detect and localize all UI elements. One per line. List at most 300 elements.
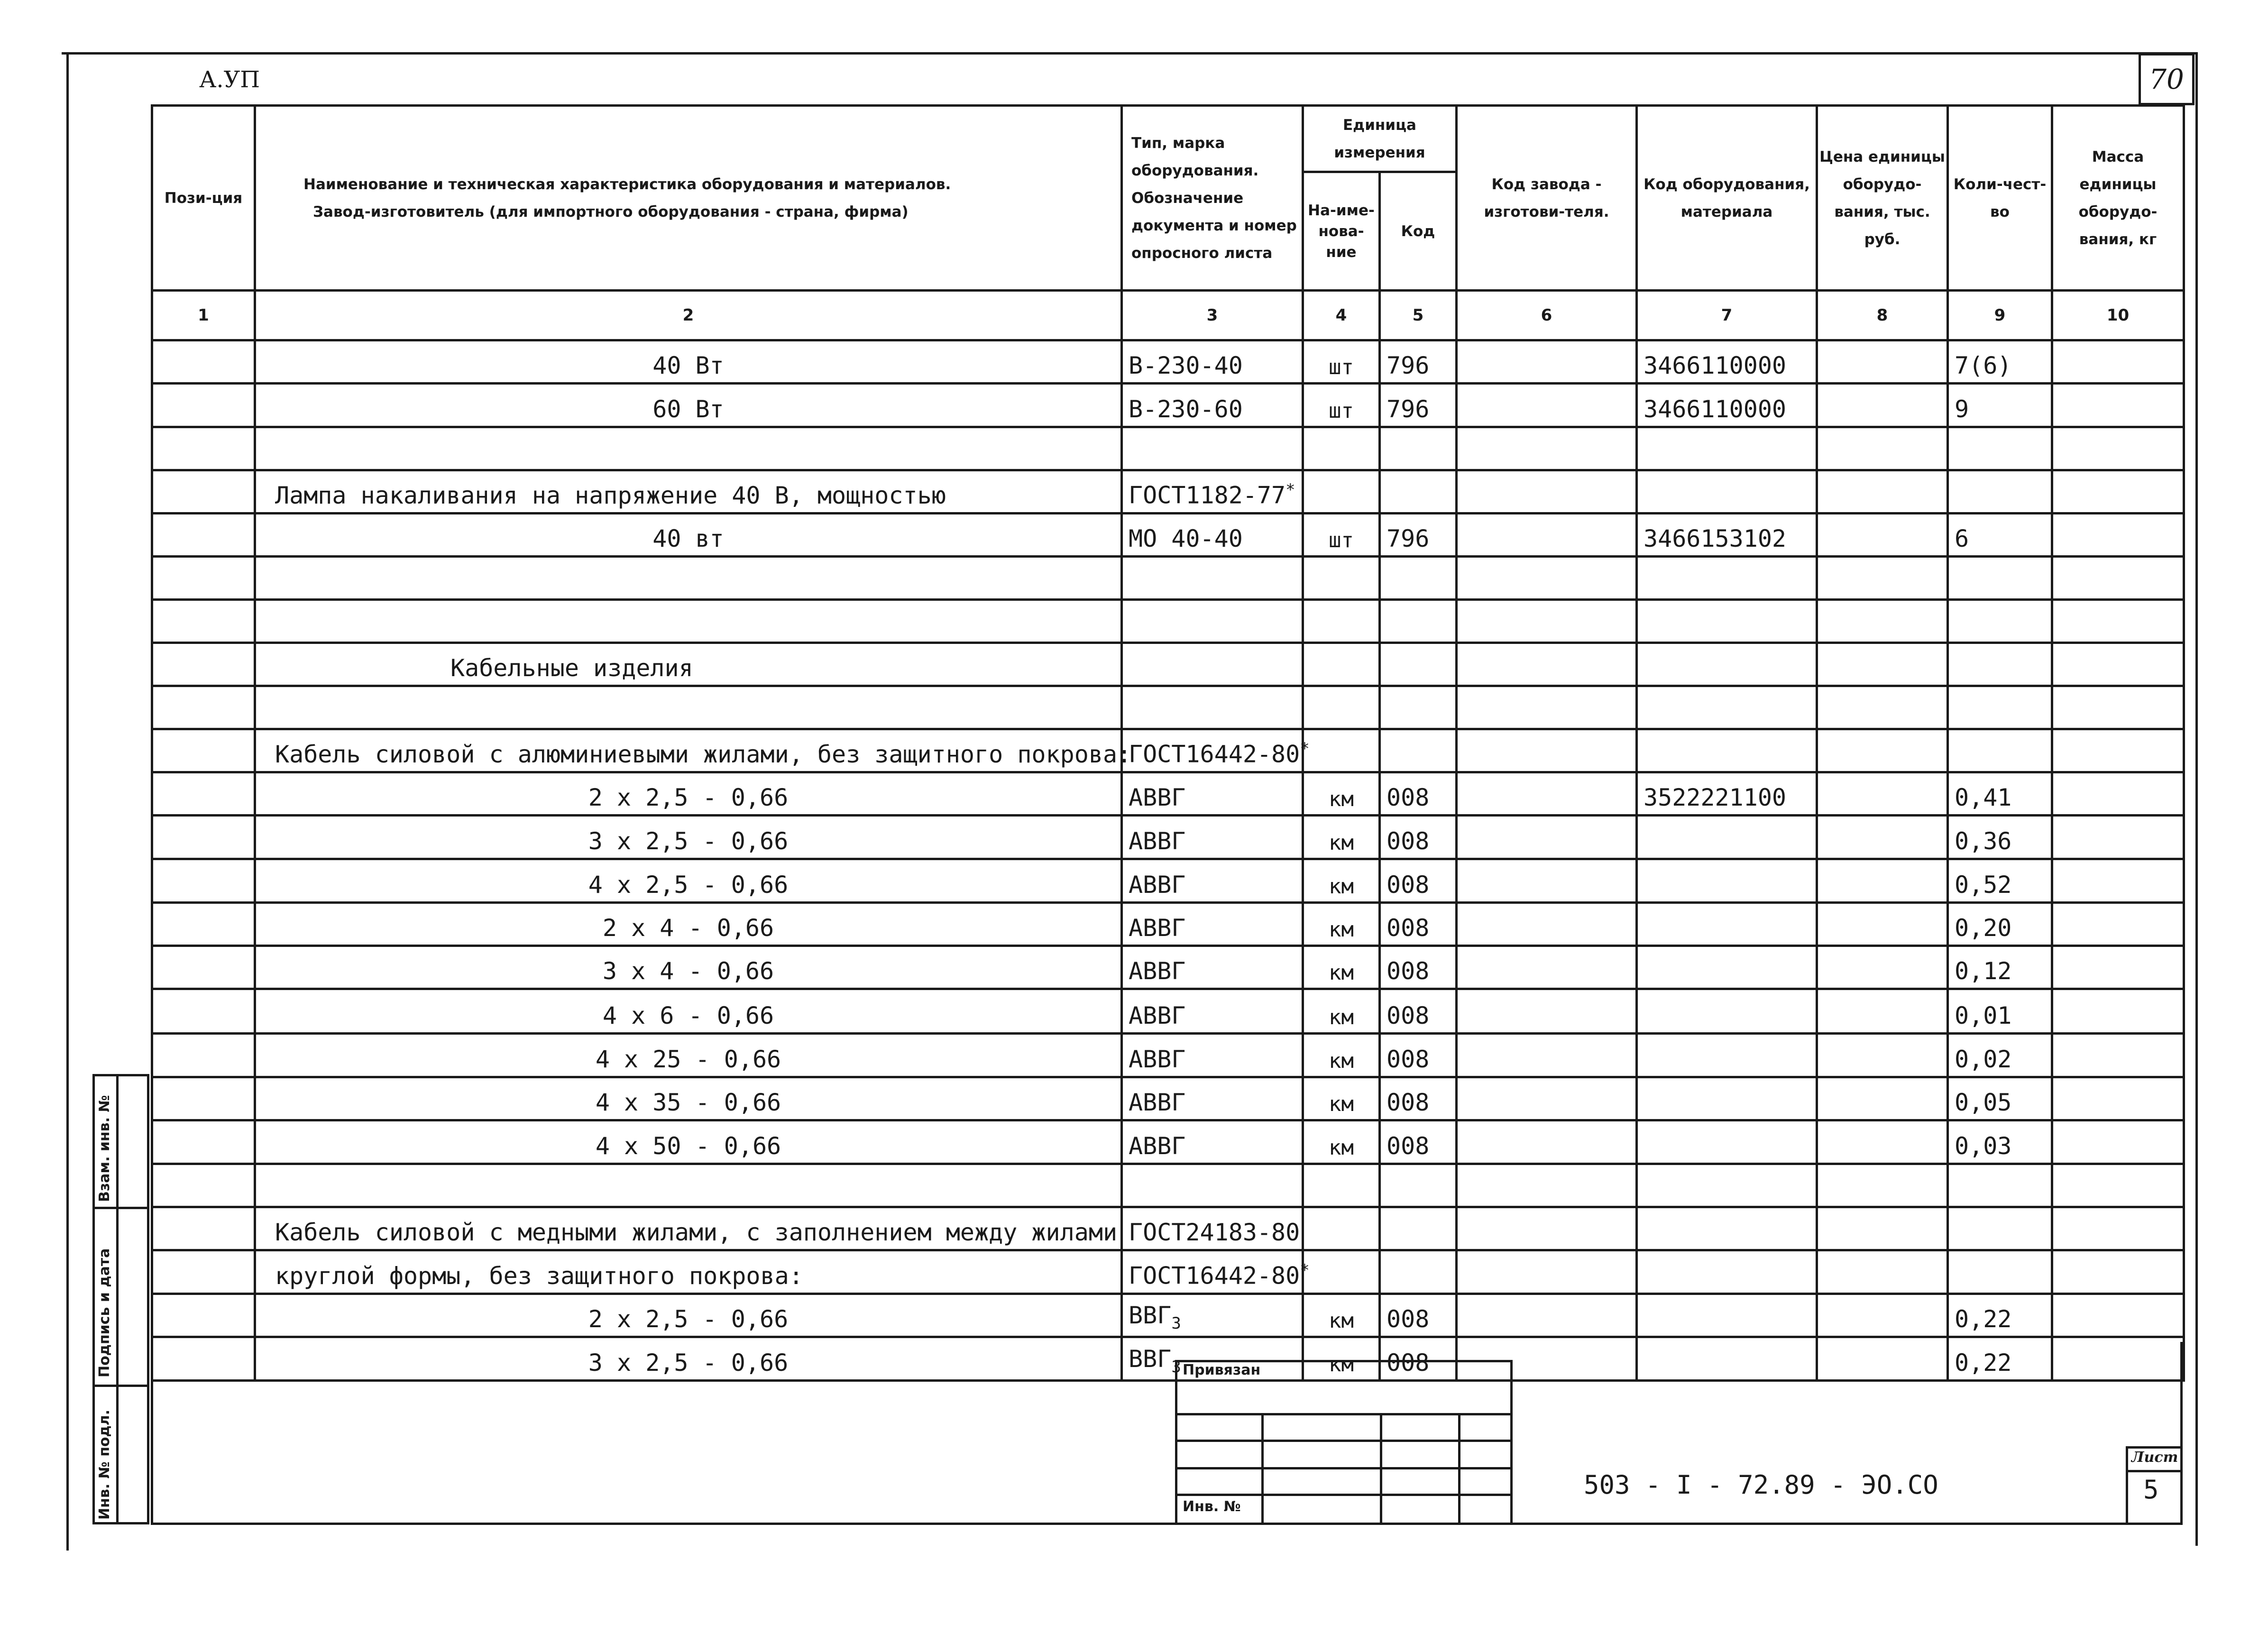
cell-mass xyxy=(2052,1250,2184,1294)
cell-price xyxy=(1817,643,1948,686)
cell-name: 4 х 2,5 - 0,66 xyxy=(255,859,1122,903)
cell-unit-code xyxy=(1380,643,1457,686)
cell-material-code: 3466110000 xyxy=(1637,384,1817,427)
cell-plant-code xyxy=(1457,859,1637,903)
cell-unit: шт xyxy=(1303,340,1380,384)
header-quantity: Коли-чест-во xyxy=(1948,106,2052,291)
cell-price xyxy=(1817,384,1948,427)
cell-unit: км xyxy=(1303,989,1380,1034)
cell-unit-code: 008 xyxy=(1380,989,1457,1034)
header-name-line1: Наименование и техническая характеристика оборудования и материалов. xyxy=(303,175,951,193)
cell-plant-code xyxy=(1457,816,1637,859)
cell-price xyxy=(1817,1294,1948,1337)
cell-name: 3 х 2,5 - 0,66 xyxy=(255,816,1122,859)
cell-price xyxy=(1817,1250,1948,1294)
cell-type xyxy=(1122,1164,1303,1207)
cell-position xyxy=(152,686,255,729)
side-strip-line xyxy=(92,1207,149,1209)
colnum-6: 6 xyxy=(1457,291,1637,340)
cell-position xyxy=(152,514,255,557)
cell-type: ГОСТ1182-77* xyxy=(1122,470,1303,514)
cell-mass xyxy=(2052,340,2184,384)
cell-material-code xyxy=(1637,1164,1817,1207)
cell-position xyxy=(152,729,255,772)
cell-unit-code: 008 xyxy=(1380,859,1457,903)
cell-type: ГОСТ24183-80 xyxy=(1122,1207,1303,1250)
header-position: Пози-ция xyxy=(152,106,255,291)
cell-name: 60 Вт xyxy=(255,384,1122,427)
table-row xyxy=(152,557,2184,600)
cell-quantity: 6 xyxy=(1948,514,2052,557)
cell-price xyxy=(1817,859,1948,903)
cell-quantity xyxy=(1948,1207,2052,1250)
cell-unit: км xyxy=(1303,946,1380,989)
cell-material-code xyxy=(1637,1034,1817,1077)
cell-quantity: 0,22 xyxy=(1948,1294,2052,1337)
cell-position xyxy=(152,470,255,514)
cell-unit: км xyxy=(1303,859,1380,903)
side-label-vzam: Взам. инв. № xyxy=(96,1095,113,1202)
cell-plant-code xyxy=(1457,1207,1637,1250)
cell-mass xyxy=(2052,729,2184,772)
cell-position xyxy=(152,816,255,859)
cell-plant-code xyxy=(1457,1034,1637,1077)
cell-price xyxy=(1817,989,1948,1034)
cell-position xyxy=(152,1294,255,1337)
cell-unit-code: 008 xyxy=(1380,1077,1457,1120)
cell-name: 4 х 25 - 0,66 xyxy=(255,1034,1122,1077)
cell-position xyxy=(152,989,255,1034)
cell-material-code xyxy=(1637,989,1817,1034)
sheet-number: 5 xyxy=(2143,1475,2159,1505)
cell-unit-code xyxy=(1380,1250,1457,1294)
cell-name xyxy=(255,686,1122,729)
table-row xyxy=(152,1250,2184,1294)
cell-unit xyxy=(1303,470,1380,514)
cell-material-code xyxy=(1637,470,1817,514)
table-row xyxy=(152,686,2184,729)
frame-left-line xyxy=(66,52,69,1551)
cell-mass xyxy=(2052,903,2184,946)
header-name xyxy=(255,106,1122,291)
colnum-2: 2 xyxy=(255,291,1122,340)
cell-type xyxy=(1122,600,1303,643)
cell-material-code xyxy=(1637,816,1817,859)
cell-plant-code xyxy=(1457,1250,1637,1294)
cell-plant-code xyxy=(1457,686,1637,729)
table-row xyxy=(152,514,2184,557)
cell-quantity: 0,36 xyxy=(1948,816,2052,859)
cell-quantity xyxy=(1948,686,2052,729)
table-row xyxy=(152,384,2184,427)
cell-name xyxy=(255,600,1122,643)
cell-mass xyxy=(2052,600,2184,643)
header-unit-name: На-име-нова-ние xyxy=(1303,172,1380,291)
table-row xyxy=(152,946,2184,989)
cell-plant-code xyxy=(1457,340,1637,384)
cell-material-code xyxy=(1637,1120,1817,1164)
cell-quantity: 0,03 xyxy=(1948,1120,2052,1164)
cell-position xyxy=(152,340,255,384)
cell-unit-code xyxy=(1380,729,1457,772)
stamp-line xyxy=(1175,1494,1513,1496)
cell-unit xyxy=(1303,1207,1380,1250)
cell-type: АВВГ xyxy=(1122,772,1303,816)
sheet-label: Лист xyxy=(2131,1449,2178,1466)
footnote-mark: * xyxy=(1300,1261,1310,1280)
cell-type xyxy=(1122,557,1303,600)
cell-unit: км xyxy=(1303,903,1380,946)
cell-price xyxy=(1817,427,1948,470)
colnum-5: 5 xyxy=(1380,291,1457,340)
cell-unit-code: 008 xyxy=(1380,816,1457,859)
cell-unit: км xyxy=(1303,1294,1380,1337)
specification-table xyxy=(151,104,2185,1382)
cell-unit-code: 796 xyxy=(1380,514,1457,557)
cell-material-code xyxy=(1637,686,1817,729)
cell-price xyxy=(1817,340,1948,384)
cell-unit xyxy=(1303,1250,1380,1294)
frame-top-line xyxy=(62,52,2198,55)
footnote-mark: * xyxy=(1300,739,1310,759)
stamp-line xyxy=(1261,1413,1264,1525)
side-strip-line xyxy=(92,1385,149,1387)
footnote-mark: * xyxy=(1286,480,1295,500)
cell-name: 2 х 4 - 0,66 xyxy=(255,903,1122,946)
cell-price xyxy=(1817,772,1948,816)
cell-material-code xyxy=(1637,1207,1817,1250)
cell-mass xyxy=(2052,1034,2184,1077)
cell-unit: км xyxy=(1303,816,1380,859)
cell-type: В-230-60 xyxy=(1122,384,1303,427)
cell-mass xyxy=(2052,859,2184,903)
side-label-podpis: Подпись и дата xyxy=(96,1248,113,1377)
cell-type: АВВГ xyxy=(1122,903,1303,946)
cell-plant-code xyxy=(1457,946,1637,989)
cell-unit: км xyxy=(1303,1077,1380,1120)
cell-plant-code xyxy=(1457,514,1637,557)
cell-plant-code xyxy=(1457,470,1637,514)
cell-type: АВВГ xyxy=(1122,946,1303,989)
cell-mass xyxy=(2052,557,2184,600)
header-row-1 xyxy=(152,106,2184,172)
cell-material-code xyxy=(1637,903,1817,946)
cell-position xyxy=(152,772,255,816)
sheet-reference: А.УП xyxy=(199,66,260,93)
cell-unit-code: 008 xyxy=(1380,946,1457,989)
cell-material-code xyxy=(1637,643,1817,686)
cell-name: 4 х 6 - 0,66 xyxy=(255,989,1122,1034)
table-row xyxy=(152,859,2184,903)
frame-right-line xyxy=(2195,52,2198,1546)
cell-unit: шт xyxy=(1303,384,1380,427)
header-material-code: Код оборудования, материала xyxy=(1637,106,1817,291)
cell-name: 2 х 2,5 - 0,66 xyxy=(255,772,1122,816)
cell-type: АВВГ xyxy=(1122,859,1303,903)
cell-position xyxy=(152,1250,255,1294)
cell-unit xyxy=(1303,686,1380,729)
cell-unit-code xyxy=(1380,470,1457,514)
cell-unit: км xyxy=(1303,772,1380,816)
cell-quantity: 0,12 xyxy=(1948,946,2052,989)
cell-mass xyxy=(2052,643,2184,686)
table-row xyxy=(152,1294,2184,1337)
table-row xyxy=(152,989,2184,1034)
table-row xyxy=(152,427,2184,470)
cell-price xyxy=(1817,1077,1948,1120)
cell-plant-code xyxy=(1457,772,1637,816)
table-row xyxy=(152,816,2184,859)
table-row xyxy=(152,643,2184,686)
cell-position xyxy=(152,427,255,470)
cell-quantity xyxy=(1948,729,2052,772)
cell-mass xyxy=(2052,384,2184,427)
table-row xyxy=(152,1077,2184,1120)
cell-mass xyxy=(2052,1207,2184,1250)
cell-quantity: 9 xyxy=(1948,384,2052,427)
cell-unit-code: 008 xyxy=(1380,772,1457,816)
cell-price xyxy=(1817,470,1948,514)
cell-type: АВВГ xyxy=(1122,1034,1303,1077)
side-strip-line xyxy=(116,1074,119,1524)
cell-material-code: 3466110000 xyxy=(1637,340,1817,384)
cell-type: В-230-40 xyxy=(1122,340,1303,384)
colnum-9: 9 xyxy=(1948,291,2052,340)
cell-unit-code xyxy=(1380,557,1457,600)
header-unit-group: Единица измерения xyxy=(1303,106,1457,172)
stamp-line xyxy=(1380,1413,1382,1525)
cell-unit-code: 796 xyxy=(1380,340,1457,384)
cell-position xyxy=(152,557,255,600)
cell-plant-code xyxy=(1457,729,1637,772)
header-unit-mass: Масса единицы оборудо-вания, кг xyxy=(2052,106,2184,291)
cell-position xyxy=(152,1164,255,1207)
cell-unit-code: 008 xyxy=(1380,1034,1457,1077)
cell-unit: км xyxy=(1303,1337,1380,1381)
colnum-3: 3 xyxy=(1122,291,1303,340)
cell-unit-code: 008 xyxy=(1380,903,1457,946)
cell-name: 3 х 2,5 - 0,66 xyxy=(255,1337,1122,1381)
document-number: 503 - I - 72.89 - ЭО.СО xyxy=(1584,1470,1938,1500)
cell-name: круглой формы, без защитного покрова: xyxy=(255,1250,1122,1294)
cell-price xyxy=(1817,514,1948,557)
cell-unit xyxy=(1303,600,1380,643)
cell-plant-code xyxy=(1457,1077,1637,1120)
cell-material-code xyxy=(1637,946,1817,989)
sheet-box-line xyxy=(2126,1470,2183,1472)
cell-material-code xyxy=(1637,859,1817,903)
cell-unit-code xyxy=(1380,600,1457,643)
cell-quantity: 0,01 xyxy=(1948,989,2052,1034)
stamp-label-bound: Привязан xyxy=(1183,1362,1261,1378)
cell-name: 40 Вт xyxy=(255,340,1122,384)
colnum-10: 10 xyxy=(2052,291,2184,340)
column-number-row xyxy=(152,291,2184,340)
table-row xyxy=(152,1034,2184,1077)
cell-price xyxy=(1817,903,1948,946)
cell-material-code xyxy=(1637,729,1817,772)
header-type: Тип, марка оборудования. Обозначение документа и номер опросного листа xyxy=(1122,106,1303,291)
cell-unit: км xyxy=(1303,1034,1380,1077)
cell-price xyxy=(1817,946,1948,989)
cell-unit xyxy=(1303,729,1380,772)
cell-quantity: 0,02 xyxy=(1948,1034,2052,1077)
cell-type xyxy=(1122,643,1303,686)
cell-unit: шт xyxy=(1303,514,1380,557)
header-unit-code: Код xyxy=(1380,172,1457,291)
cell-name: 4 х 50 - 0,66 xyxy=(255,1120,1122,1164)
cell-type: АВВГ xyxy=(1122,1120,1303,1164)
table-row xyxy=(152,903,2184,946)
cell-position xyxy=(152,1207,255,1250)
cell-quantity: 0,52 xyxy=(1948,859,2052,903)
cell-quantity: 0,20 xyxy=(1948,903,2052,946)
cell-material-code: 3466153102 xyxy=(1637,514,1817,557)
cell-type: МО 40-40 xyxy=(1122,514,1303,557)
cell-unit-code: 008 xyxy=(1380,1337,1457,1381)
cell-position xyxy=(152,903,255,946)
cell-type: ГОСТ16442-80* xyxy=(1122,1250,1303,1294)
cell-plant-code xyxy=(1457,903,1637,946)
table-row xyxy=(152,600,2184,643)
cell-quantity: 0,41 xyxy=(1948,772,2052,816)
header-unit-price: Цена единицы оборудо-вания, тыс. руб. xyxy=(1817,106,1948,291)
cell-plant-code xyxy=(1457,643,1637,686)
cell-plant-code xyxy=(1457,384,1637,427)
cell-mass xyxy=(2052,772,2184,816)
cell-price xyxy=(1817,1034,1948,1077)
colnum-7: 7 xyxy=(1637,291,1817,340)
cell-material-code xyxy=(1637,1250,1817,1294)
cell-quantity: 0,22 xyxy=(1948,1337,2052,1381)
cell-mass xyxy=(2052,989,2184,1034)
cell-mass xyxy=(2052,686,2184,729)
cell-position xyxy=(152,1077,255,1120)
cell-mass xyxy=(2052,1164,2184,1207)
cell-type xyxy=(1122,686,1303,729)
cell-type: $ВВГ_3$ xyxy=(1122,1337,1303,1381)
colnum-8: 8 xyxy=(1817,291,1948,340)
cell-material-code xyxy=(1637,1077,1817,1120)
cell-unit-code: 796 xyxy=(1380,384,1457,427)
cell-mass xyxy=(2052,1120,2184,1164)
cell-quantity xyxy=(1948,1164,2052,1207)
stamp-line xyxy=(1458,1413,1460,1525)
cell-unit: км xyxy=(1303,1120,1380,1164)
table-row xyxy=(152,729,2184,772)
table-row xyxy=(152,1120,2184,1164)
cell-price xyxy=(1817,816,1948,859)
cell-position xyxy=(152,600,255,643)
table-row xyxy=(152,340,2184,384)
cell-name: Кабельные изделия xyxy=(255,643,1122,686)
cell-type: ГОСТ16442-80* xyxy=(1122,729,1303,772)
cell-unit-code xyxy=(1380,427,1457,470)
cell-position xyxy=(152,859,255,903)
cell-position xyxy=(152,1120,255,1164)
cell-material-code xyxy=(1637,427,1817,470)
stamp-line xyxy=(1175,1440,1513,1442)
cell-unit xyxy=(1303,427,1380,470)
cell-quantity xyxy=(1948,1250,2052,1294)
cell-quantity: 0,05 xyxy=(1948,1077,2052,1120)
subscript-mark: 3 xyxy=(1171,1358,1181,1377)
cell-unit xyxy=(1303,643,1380,686)
cell-quantity xyxy=(1948,557,2052,600)
cell-quantity xyxy=(1948,470,2052,514)
cell-mass xyxy=(2052,1077,2184,1120)
cell-type: АВВГ xyxy=(1122,989,1303,1034)
cell-mass xyxy=(2052,1294,2184,1337)
cell-quantity xyxy=(1948,600,2052,643)
subscript-mark: 3 xyxy=(1171,1314,1181,1333)
cell-material-code: 3522221100 xyxy=(1637,772,1817,816)
cell-mass xyxy=(2052,946,2184,989)
sheet-corner-number: 70 xyxy=(2139,53,2195,105)
cell-name xyxy=(255,557,1122,600)
side-label-inv-podl: Инв. № подл. xyxy=(96,1409,113,1520)
cell-plant-code xyxy=(1457,989,1637,1034)
cell-price xyxy=(1817,1207,1948,1250)
cell-price xyxy=(1817,600,1948,643)
cell-name: 4 х 35 - 0,66 xyxy=(255,1077,1122,1120)
cell-price xyxy=(1817,1164,1948,1207)
cell-unit-code xyxy=(1380,1164,1457,1207)
table-row xyxy=(152,1164,2184,1207)
cell-price xyxy=(1817,729,1948,772)
cell-price xyxy=(1817,557,1948,600)
cell-plant-code xyxy=(1457,557,1637,600)
cell-name xyxy=(255,1164,1122,1207)
header-plant-code: Код завода - изготови-теля. xyxy=(1457,106,1637,291)
cell-mass xyxy=(2052,514,2184,557)
stamp-label-inv: Инв. № xyxy=(1183,1498,1241,1515)
cell-unit xyxy=(1303,1164,1380,1207)
table-row xyxy=(152,470,2184,514)
cell-type: $ВВГ_3$ xyxy=(1122,1294,1303,1337)
cell-name: Кабель силовой с алюминиевыми жилами, без защитного покрова: xyxy=(255,729,1122,772)
cell-name: 3 х 4 - 0,66 xyxy=(255,946,1122,989)
cell-mass xyxy=(2052,427,2184,470)
cell-plant-code xyxy=(1457,1164,1637,1207)
cell-type: АВВГ xyxy=(1122,816,1303,859)
cell-name: Кабель силовой с медными жилами, с заполнением между жилами xyxy=(255,1207,1122,1250)
colnum-1: 1 xyxy=(152,291,255,340)
cell-unit-code xyxy=(1380,686,1457,729)
cell-unit xyxy=(1303,557,1380,600)
colnum-4: 4 xyxy=(1303,291,1380,340)
header-name-line2: Завод-изготовитель (для импортного оборудования - страна, фирма) xyxy=(313,203,909,220)
cell-unit-code: 008 xyxy=(1380,1294,1457,1337)
cell-mass xyxy=(2052,470,2184,514)
cell-unit-code xyxy=(1380,1207,1457,1250)
cell-name: 40 вт xyxy=(255,514,1122,557)
cell-plant-code xyxy=(1457,1294,1637,1337)
cell-type xyxy=(1122,427,1303,470)
cell-mass xyxy=(2052,816,2184,859)
cell-material-code xyxy=(1637,557,1817,600)
cell-plant-code xyxy=(1457,427,1637,470)
cell-position xyxy=(152,946,255,989)
cell-position xyxy=(152,643,255,686)
cell-position xyxy=(152,1034,255,1077)
cell-position xyxy=(152,384,255,427)
stamp-line xyxy=(1175,1467,1513,1469)
cell-price xyxy=(1817,686,1948,729)
cell-plant-code xyxy=(1457,600,1637,643)
stamp-line xyxy=(1175,1413,1513,1415)
cell-quantity xyxy=(1948,427,2052,470)
